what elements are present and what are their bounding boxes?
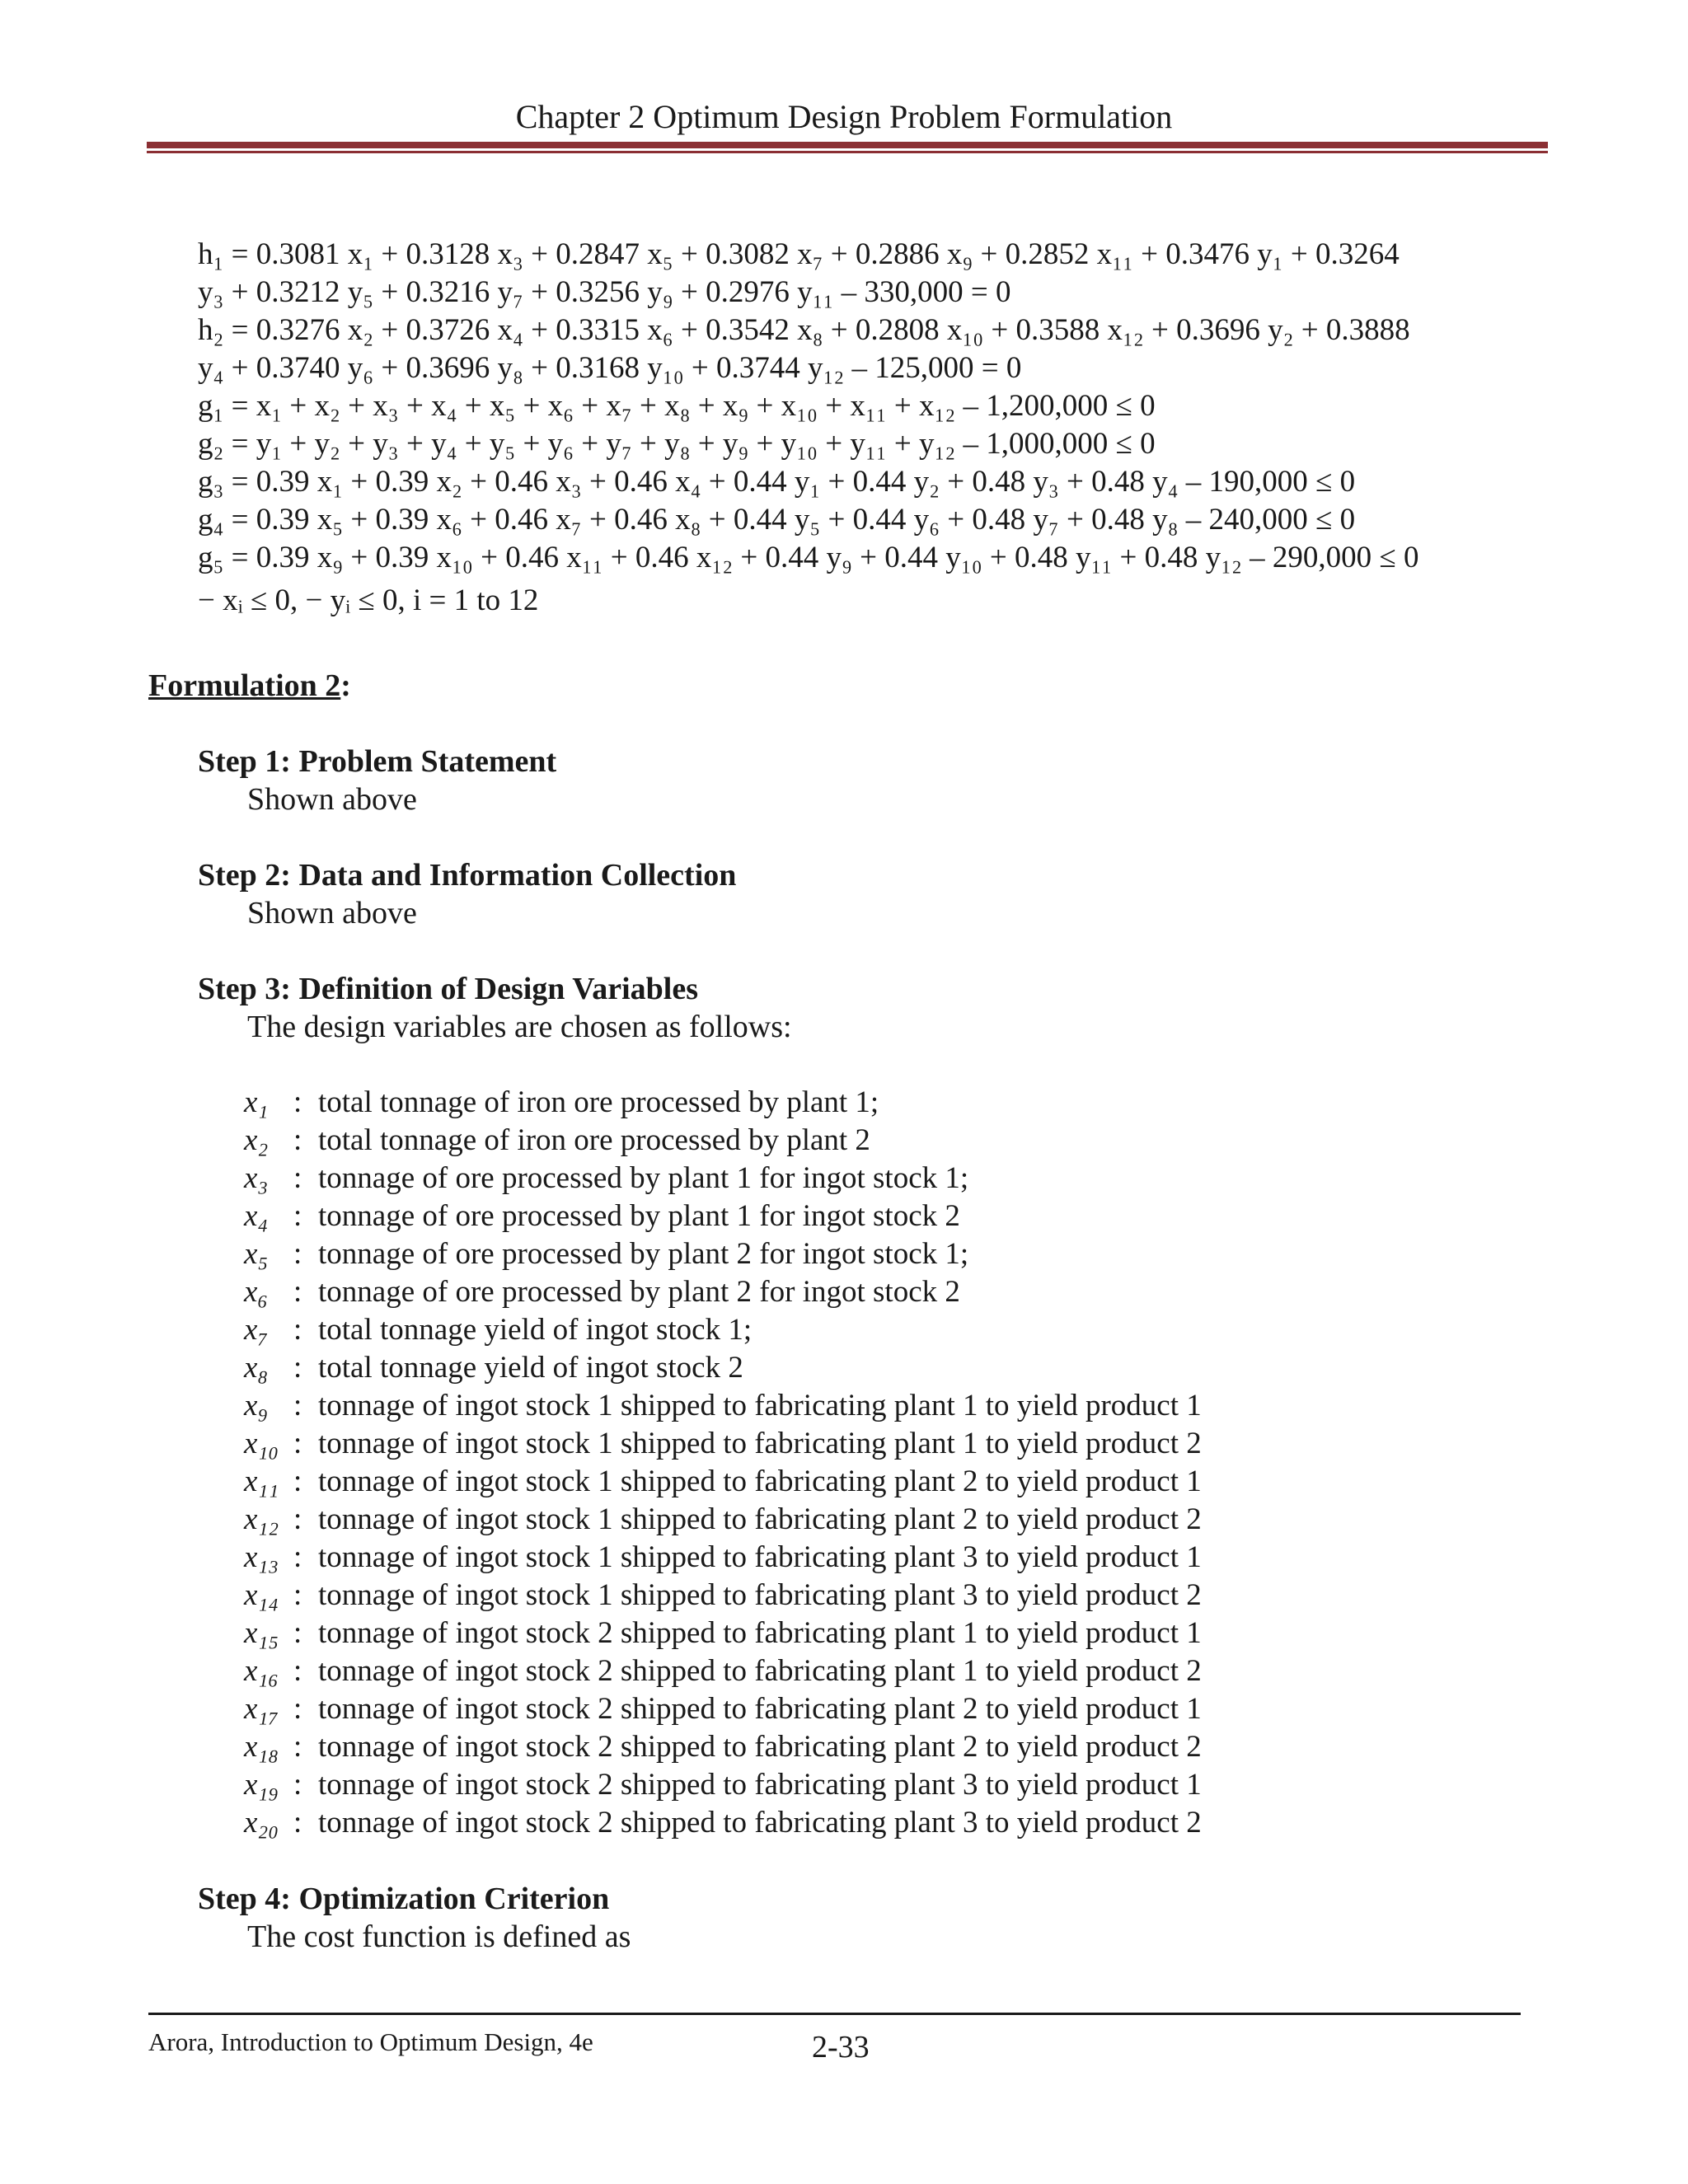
variable-symbol: x₁₈ [244, 1730, 279, 1764]
variable-symbol: x₁₀ [244, 1427, 279, 1460]
variable-separator: : [293, 1578, 302, 1612]
variable-separator: : [293, 1465, 302, 1498]
step-4-body: The cost function is defined as [247, 1919, 631, 1954]
design-variable-row [244, 1805, 1202, 1840]
variable-symbol: x₉ [244, 1389, 269, 1422]
design-variable-row [244, 1615, 1202, 1651]
design-variable-row [244, 1464, 1202, 1499]
page-number: 2-33 [812, 2030, 870, 2064]
step-2-body: Shown above [247, 896, 417, 930]
step-4-title: Step 4: Optimization Criterion [198, 1882, 610, 1916]
variable-description: total tonnage yield of ingot stock 2 [318, 1351, 743, 1385]
variable-separator: : [293, 1768, 302, 1802]
variable-symbol: x₂₀ [244, 1806, 279, 1840]
variable-separator: : [293, 1123, 302, 1157]
variable-description: tonnage of ore processed by plant 1 for ingot stock 2 [318, 1199, 960, 1233]
design-variable-row [244, 1350, 743, 1385]
design-variable-row [244, 1312, 752, 1347]
design-variable-row [244, 1388, 1202, 1423]
variable-description: tonnage of ingot stock 2 shipped to fabricating plant 3 to yield product 1 [318, 1768, 1202, 1802]
variable-description: tonnage of ingot stock 1 shipped to fabricating plant 1 to yield product 2 [318, 1427, 1202, 1460]
variable-symbol: x₂ [244, 1123, 269, 1157]
equation-g1: g₁ = x₁ + x₂ + x₃ + x₄ + x₅ + x₆ + x₇ + x₈ + x₉ + x₁₀ + x₁₁ + x₁₂ – 1,200,000 ≤ 0 [198, 389, 1156, 423]
variable-description: tonnage of ore processed by plant 2 for ingot stock 1; [318, 1237, 969, 1271]
variable-description: tonnage of ingot stock 1 shipped to fabricating plant 3 to yield product 2 [318, 1578, 1202, 1612]
variable-separator: : [293, 1654, 302, 1688]
variable-symbol: x₁₄ [244, 1578, 279, 1612]
variable-description: tonnage of ingot stock 2 shipped to fabricating plant 3 to yield product 2 [318, 1806, 1202, 1840]
equation-bounds: − xᵢ ≤ 0, − yᵢ ≤ 0, i = 1 to 12 [198, 583, 539, 617]
variable-symbol: x₁₃ [244, 1540, 279, 1574]
variable-symbol: x₁₂ [244, 1502, 279, 1536]
variable-symbol: x₇ [244, 1313, 269, 1347]
step-1-body: Shown above [247, 782, 417, 817]
page-header-title: Chapter 2 Optimum Design Problem Formulation [515, 98, 1173, 135]
variable-separator: : [293, 1313, 302, 1347]
variable-symbol: x₃ [244, 1161, 269, 1195]
header-rule-thick [147, 142, 1548, 148]
formulation-heading-text: Formulation 2 [148, 668, 341, 703]
variable-separator: : [293, 1540, 302, 1574]
design-variable-row [244, 1198, 960, 1234]
equation-g5: g₅ = 0.39 x₉ + 0.39 x₁₀ + 0.46 x₁₁ + 0.46 x₁₂ + 0.44 y₉ + 0.44 y₁₀ + 0.48 y₁₁ + 0.48 y₁₂ – 290,000 ≤ 0 [198, 541, 1419, 574]
step-1-title: Step 1: Problem Statement [198, 744, 557, 779]
equation-h2-line2: y₄ + 0.3740 y₆ + 0.3696 y₈ + 0.3168 y₁₀ + 0.3744 y₁₂ – 125,000 = 0 [198, 351, 1022, 385]
variable-separator: : [293, 1085, 302, 1119]
variable-symbol: x₁₆ [244, 1654, 279, 1688]
equation-g4: g₄ = 0.39 x₅ + 0.39 x₆ + 0.46 x₇ + 0.46 x₈ + 0.44 y₅ + 0.44 y₆ + 0.48 y₇ + 0.48 y₈ – 240,000 ≤ 0 [198, 503, 1356, 537]
variable-separator: : [293, 1502, 302, 1536]
variable-separator: : [293, 1730, 302, 1764]
variable-separator: : [293, 1351, 302, 1385]
variable-symbol: x₁₉ [244, 1768, 279, 1802]
equation-h2-line1: h₂ = 0.3276 x₂ + 0.3726 x₄ + 0.3315 x₆ + 0.3542 x₈ + 0.2808 x₁₀ + 0.3588 x₁₂ + 0.3696 y₂ + 0.3888 [198, 313, 1410, 347]
variable-separator: : [293, 1427, 302, 1460]
footer-rule [148, 2013, 1521, 2015]
equation-h1-line1: h₁ = 0.3081 x₁ + 0.3128 x₃ + 0.2847 x₅ + 0.3082 x₇ + 0.2886 x₉ + 0.2852 x₁₁ + 0.3476 y₁ + 0.3264 [198, 237, 1400, 271]
formulation-heading-colon: : [340, 668, 351, 703]
variable-separator: : [293, 1806, 302, 1840]
design-variable-row [244, 1577, 1202, 1613]
design-variable-row [244, 1274, 960, 1310]
design-variable-row [244, 1085, 879, 1120]
design-variable-row [244, 1729, 1202, 1765]
variable-description: tonnage of ore processed by plant 1 for ingot stock 1; [318, 1161, 969, 1195]
header-rule-thin [147, 151, 1548, 153]
variable-description: total tonnage of iron ore processed by plant 2 [318, 1123, 870, 1157]
variable-separator: : [293, 1237, 302, 1271]
header-rule [147, 142, 1548, 153]
design-variable-row [244, 1691, 1202, 1727]
design-variable-row [244, 1502, 1202, 1537]
design-variable-row [244, 1236, 968, 1272]
variable-symbol: x₆ [244, 1275, 269, 1309]
variable-description: tonnage of ingot stock 2 shipped to fabricating plant 1 to yield product 1 [318, 1616, 1202, 1650]
design-variable-row [244, 1767, 1202, 1802]
step-2-title: Step 2: Data and Information Collection [198, 858, 737, 893]
variable-separator: : [293, 1389, 302, 1422]
equation-g3: g₃ = 0.39 x₁ + 0.39 x₂ + 0.46 x₃ + 0.46 x₄ + 0.44 y₁ + 0.44 y₂ + 0.48 y₃ + 0.48 y₄ – 190,000 ≤ 0 [198, 465, 1356, 499]
design-variable-row [244, 1540, 1202, 1575]
footer-citation: Arora, Introduction to Optimum Design, 4e [148, 2027, 593, 2056]
variable-description: total tonnage of iron ore processed by plant 1; [318, 1085, 879, 1119]
variable-description: tonnage of ingot stock 1 shipped to fabricating plant 2 to yield product 2 [318, 1502, 1202, 1536]
variable-separator: : [293, 1161, 302, 1195]
variable-symbol: x₁₅ [244, 1616, 279, 1650]
design-variable-row [244, 1426, 1202, 1461]
variable-symbol: x₅ [244, 1237, 269, 1271]
formulation-heading [148, 668, 351, 704]
equation-g2: g₂ = y₁ + y₂ + y₃ + y₄ + y₅ + y₆ + y₇ + y₈ + y₉ + y₁₀ + y₁₁ + y₁₂ – 1,000,000 ≤ 0 [198, 427, 1156, 461]
variable-description: tonnage of ingot stock 2 shipped to fabricating plant 2 to yield product 1 [318, 1692, 1202, 1726]
design-variable-row [244, 1160, 968, 1196]
variable-separator: : [293, 1692, 302, 1726]
variable-symbol: x₈ [244, 1351, 269, 1385]
design-variable-row [244, 1653, 1202, 1689]
variable-description: total tonnage yield of ingot stock 1; [318, 1313, 753, 1347]
variable-separator: : [293, 1616, 302, 1650]
variable-description: tonnage of ingot stock 2 shipped to fabricating plant 2 to yield product 2 [318, 1730, 1202, 1764]
variable-description: tonnage of ingot stock 1 shipped to fabricating plant 2 to yield product 1 [318, 1465, 1202, 1498]
design-variable-row [244, 1122, 870, 1158]
variable-separator: : [293, 1199, 302, 1233]
step-3-title: Step 3: Definition of Design Variables [198, 972, 698, 1006]
variable-description: tonnage of ingot stock 1 shipped to fabricating plant 3 to yield product 1 [318, 1540, 1202, 1574]
variable-description: tonnage of ore processed by plant 2 for ingot stock 2 [318, 1275, 960, 1309]
variable-symbol: x₄ [244, 1199, 269, 1233]
step-3-body: The design variables are chosen as follows: [247, 1010, 792, 1044]
variable-description: tonnage of ingot stock 2 shipped to fabricating plant 1 to yield product 2 [318, 1654, 1202, 1688]
equation-h1-line2: y₃ + 0.3212 y₅ + 0.3216 y₇ + 0.3256 y₉ + 0.2976 y₁₁ – 330,000 = 0 [198, 275, 1011, 309]
variable-symbol: x₁₇ [244, 1692, 279, 1726]
variable-separator: : [293, 1275, 302, 1309]
variable-symbol: x₁ [244, 1085, 269, 1119]
variable-symbol: x₁₁ [244, 1465, 279, 1498]
variable-description: tonnage of ingot stock 1 shipped to fabricating plant 1 to yield product 1 [318, 1389, 1202, 1422]
